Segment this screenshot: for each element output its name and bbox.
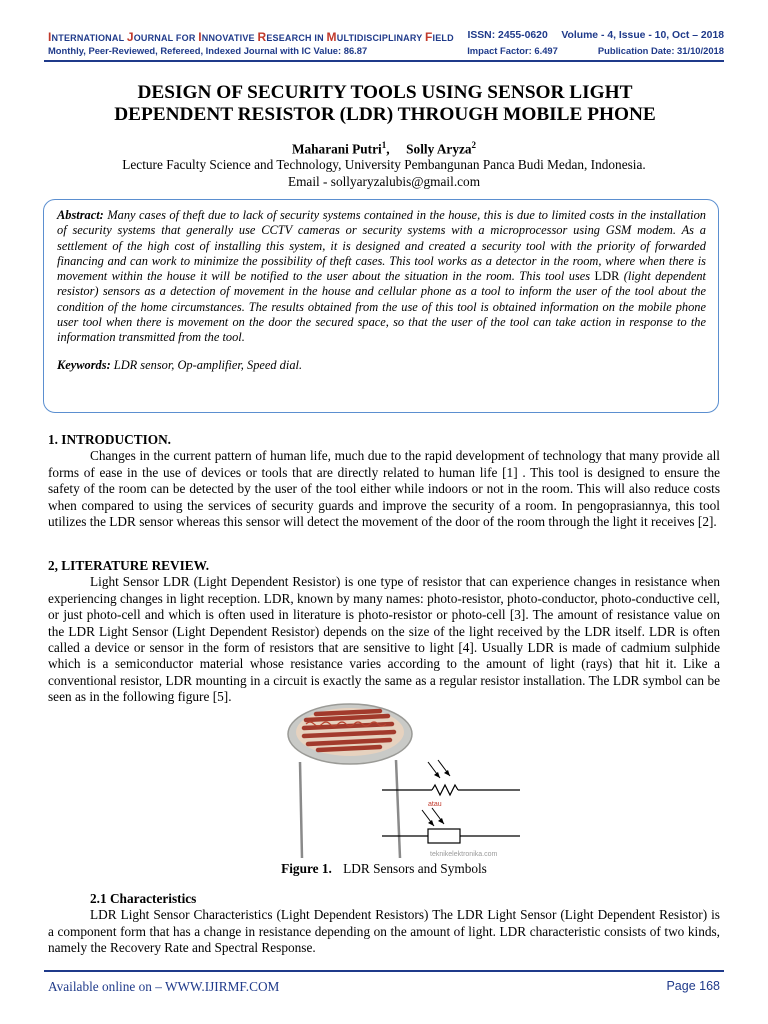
journal-name-initial: M xyxy=(326,30,337,44)
author-1-affil: 1 xyxy=(381,140,387,150)
header-divider xyxy=(44,60,724,62)
journal-name-part: NNOVATIVE xyxy=(201,33,258,43)
lit-heading: 2, LITERATURE REVIEW. xyxy=(48,558,210,573)
char-paragraph: LDR Light Sensor Characteristics (Light Dependent Resistors) The LDR Light Sensor (Light Dependent Resistor) is a component form that has a change in resistance depending on the amount of light. LDR characteristic consists of two kinds, namely the Recovery Rate and Spectral Response. xyxy=(48,907,720,956)
author-2: Solly Aryza xyxy=(406,141,472,157)
section-literature-review xyxy=(48,558,720,706)
page-number: Page 168 xyxy=(666,979,720,993)
abstract-body-a: Many cases of theft due to lack of security systems contained in the house, this is due to limited costs in the installation of security systems that generally use CCTV cameras or security systems with a microprocessor using GSM modem. As a settlement of the high cost of installing this system, it is designed and created a security tool with the priority of forwarded financing and can work to minimize the possibility of theft cases. This tool works as a detector in the room, where when there is movement within the house it will be notified to the user about the situation in the room. This tool uses xyxy=(57,208,706,284)
journal-name-part: NTERNATIONAL xyxy=(51,33,127,43)
figure-caption xyxy=(0,861,768,877)
affiliation: Lecture Faculty Science and Technology, University Pembangunan Panca Budi Medan, Indonesia. xyxy=(122,157,646,172)
page-footer xyxy=(48,979,720,995)
issn: ISSN: 2455-0620 xyxy=(467,30,548,41)
journal-name-part: IELD xyxy=(432,33,454,43)
section-characteristics xyxy=(48,891,720,957)
ldr-lead-left xyxy=(300,762,302,858)
journal-name xyxy=(48,30,454,44)
abstract-label: Abstract: xyxy=(57,208,104,222)
journal-name-part: ESEARCH IN xyxy=(266,33,327,43)
ldr-lead-right xyxy=(396,760,400,858)
journal-name-part: OURNAL FOR xyxy=(133,33,199,43)
keywords-label: Keywords: xyxy=(57,357,111,372)
char-heading: 2.1 Characteristics xyxy=(90,891,197,906)
paper-title xyxy=(60,82,710,126)
title-line-2: DEPENDENT RESISTOR (LDR) THROUGH MOBILE PHONE xyxy=(114,104,656,125)
keywords-text: LDR sensor, Op-amplifier, Speed dial. xyxy=(110,357,303,372)
authors: Maharani Putri$^1$, Solly Aryza$^2$ xyxy=(291,140,477,157)
ldr-figure xyxy=(280,702,528,858)
intro-heading: 1. INTRODUCTION. xyxy=(48,432,172,447)
author-2-affil: 2 xyxy=(471,140,477,150)
ldr-symbol-box xyxy=(382,808,520,843)
publication-date: Publication Date: 31/10/2018 xyxy=(597,45,724,56)
intro-paragraph: Changes in the current pattern of human life, much due to the rapid development of technology that many provide all forms of ease in the use of devices or tools that are directly related to human life [1] . This tool is designed to ensure the safety of the room can be detected by the user of the tool either while indoors or not in the room. This will also reduce costs when compared to using the services of security guards and improve the security of a room. In pengoprasiannya, this tool utilizes the LDR sensor whereas this sensor will detect the movement of the door of the room through the light it receives [2]. xyxy=(48,448,720,530)
figure-caption-text: LDR Sensors and Symbols xyxy=(343,861,487,876)
title-line-1: DESIGN OF SECURITY TOOLS USING SENSOR LIGHT xyxy=(137,82,633,103)
abstract-body-b: (light dependent resistor) sensors as a detection of movement in the house and cellular phone as a tool to inform the user of the tool about the condition of the home circumstances. The results obtained from the use of this tool is obtained information on the mobile phone user tool when there is movement on the door the secured space, so that the user of the tool can take action in response to the information transmitted from the tool. xyxy=(57,269,706,345)
journal-name-initial: F xyxy=(425,30,433,44)
abstract-text xyxy=(57,208,706,346)
journal-name-initial: I xyxy=(48,30,52,44)
journal-name-initial: I xyxy=(198,30,202,44)
footer-divider xyxy=(44,970,724,972)
section-introduction xyxy=(48,432,720,530)
abstract-ldr: LDR xyxy=(594,269,620,284)
journal-name-part: ULTIDISCIPLINARY xyxy=(336,33,425,43)
symbol-or-label: atau xyxy=(428,801,442,808)
journal-info: Monthly, Peer-Reviewed, Refereed, Indexed Journal with IC Value: 86.87 xyxy=(48,45,368,56)
footer-website-link[interactable]: Available online on – WWW.IJIRMF.COM xyxy=(48,979,280,994)
journal-name-initial: J xyxy=(126,30,134,44)
figure-label: Figure 1. xyxy=(281,861,332,876)
impact-factor: Impact Factor: 6.497 xyxy=(467,45,558,56)
journal-header xyxy=(48,30,724,56)
author-1: Maharani Putri xyxy=(291,141,382,157)
volume-issue: Volume - 4, Issue - 10, Oct – 2018 xyxy=(561,30,724,41)
abstract-box xyxy=(43,199,719,413)
lit-paragraph: Light Sensor LDR (Light Dependent Resistor) is one type of resistor that can experience changes in resistance when experiencing changes in light reception. LDR, known by many names: photo-resistor, photo-conductor, photo-conductive cell, or just photo-cell and which is often used in literature is photo-resistor or photo-cell [3]. The amount of resistance value on the LDR Light Sensor (Light Dependent Resistor) depends on the size of the light received by the LDR itself. LDR is often called a device or sensor in the form of resistors that are sensitive to light [4]. Usually LDR is made of cadmium sulphide which is a semiconductor material whose resistance varies according to the amount of light (rays) that hit it. Like a conventional resistor, LDR mounting in a circuit is exactly the same as a regular resistor installation. The LDR symbol can be seen as in the following figure [5]. xyxy=(48,574,720,705)
figure-watermark: teknikelektronika.com xyxy=(430,851,498,858)
keywords xyxy=(57,358,706,373)
author-email: Email - sollyaryzalubis@gmail.com xyxy=(287,174,481,189)
journal-name-initial: R xyxy=(257,30,267,44)
ldr-symbol-zigzag xyxy=(382,760,520,795)
